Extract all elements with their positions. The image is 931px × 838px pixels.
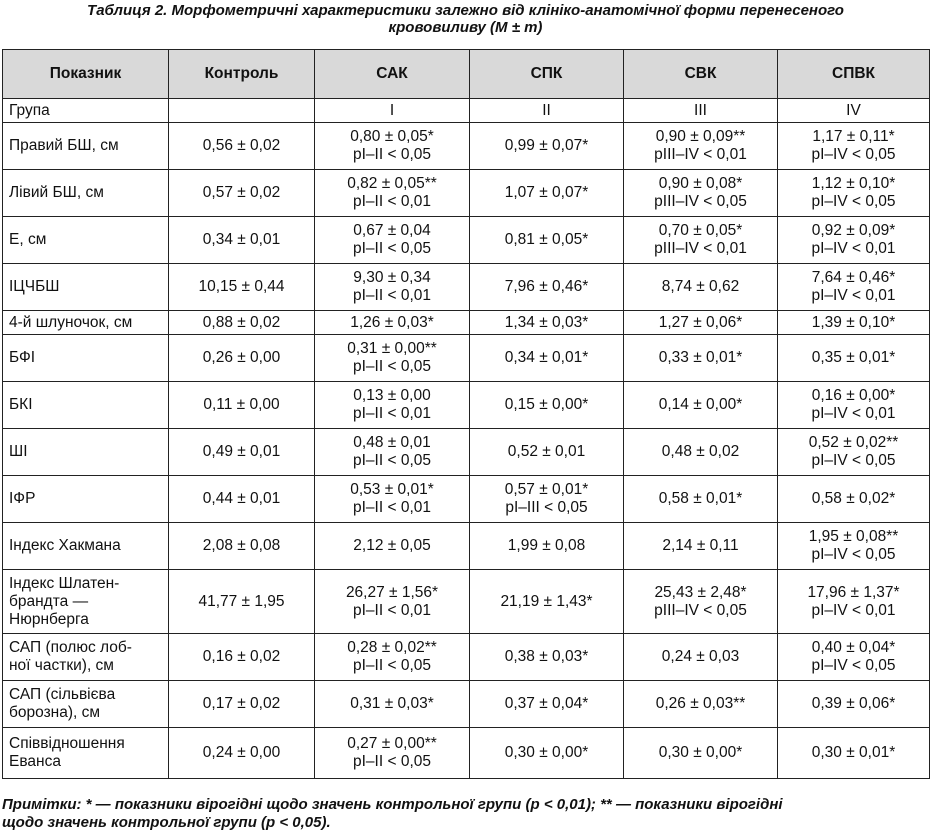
cell-line: 0,24 ± 0,03: [661, 648, 740, 665]
cell-line: 0,26 ± 0,00: [202, 349, 281, 366]
table-row: [3, 170, 930, 217]
table-caption: [0, 2, 931, 36]
cell-line: 2,14 ± 0,11: [662, 537, 739, 554]
row-label: [3, 728, 169, 779]
cell-line: 7,96 ± 0,46*: [504, 278, 589, 295]
cell-line: 0,35 ± 0,01*: [811, 349, 896, 366]
cell-svk: [624, 429, 778, 476]
row-label-line: Еванса: [9, 753, 61, 770]
cell-svk: [624, 264, 778, 311]
row-label-line: ІФР: [9, 490, 36, 507]
cell-sak: [315, 264, 470, 311]
row-label-line: борозна), см: [9, 704, 101, 721]
table-row: [3, 123, 930, 170]
table-row: [3, 264, 930, 311]
cell-line: pI–II < 0,05: [353, 657, 431, 674]
table-row: [3, 429, 930, 476]
cell-line: 0,28 ± 0,02**: [347, 639, 437, 656]
cell-control: [169, 311, 315, 335]
cell-line: 0,39 ± 0,06*: [811, 695, 896, 712]
cell-control: [169, 382, 315, 429]
cell-line: 0,30 ± 0,01*: [811, 744, 896, 761]
cell-svk: [624, 570, 778, 634]
cell-svk: [624, 634, 778, 681]
row-label: [3, 570, 169, 634]
header-spk: СПК: [470, 50, 624, 99]
cell-line: pI–II < 0,01: [353, 405, 431, 422]
cell-line: 0,53 ± 0,01*: [350, 481, 434, 498]
cell-spvk: [778, 429, 930, 476]
cell-spk: [470, 123, 624, 170]
cell-line: 2,12 ± 0,05: [353, 537, 431, 554]
caption-line-2: крововиливу (M ± m): [388, 19, 543, 36]
cell-line: 0,70 ± 0,05*: [658, 222, 743, 239]
cell-sak: [315, 728, 470, 779]
cell-line: 0,48 ± 0,02: [661, 443, 740, 460]
cell-spk: [470, 217, 624, 264]
cell-spk: [470, 99, 624, 123]
cell-line: 1,17 ± 0,11*: [812, 128, 895, 145]
cell-line: 1,07 ± 0,07*: [504, 184, 589, 201]
cell-sak: [315, 170, 470, 217]
cell-line: 0,92 ± 0,09*: [811, 222, 896, 239]
row-label-line: ШІ: [9, 443, 28, 460]
cell-line: pI–II < 0,01: [353, 287, 431, 304]
row-label-line: САП (сільвієва: [9, 686, 116, 703]
cell-spk: [470, 311, 624, 335]
cell-control: [169, 429, 315, 476]
cell-spvk: [778, 728, 930, 779]
cell-svk: [624, 523, 778, 570]
row-label: [3, 123, 169, 170]
cell-line: 0,57 ± 0,01*: [504, 481, 589, 498]
cell-svk: [624, 123, 778, 170]
cell-line: 0,67 ± 0,04: [353, 222, 431, 239]
cell-spk: [470, 264, 624, 311]
cell-line: 0,31 ± 0,03*: [350, 695, 434, 712]
cell-line: 0,16 ± 0,00*: [811, 387, 896, 404]
cell-line: pIII–IV < 0,01: [654, 146, 747, 163]
cell-line: 10,15 ± 0,44: [198, 278, 285, 295]
cell-line: 0,31 ± 0,00**: [347, 340, 437, 357]
cell-line: 0,44 ± 0,01: [202, 490, 281, 507]
cell-line: 0,48 ± 0,01: [353, 434, 431, 451]
cell-line: 0,15 ± 0,00*: [504, 396, 589, 413]
cell-line: 17,96 ± 1,37*: [807, 583, 900, 601]
cell-spvk: [778, 311, 930, 335]
cell-line: 1,34 ± 0,03*: [504, 313, 589, 331]
cell-line: 0,58 ± 0,01*: [658, 490, 743, 507]
cell-sak: [315, 634, 470, 681]
cell-line: pI–IV < 0,01: [811, 287, 896, 304]
header-indicator: Показник: [3, 50, 169, 99]
cell-spvk: [778, 681, 930, 728]
row-label: [3, 170, 169, 217]
cell-line: 0,58 ± 0,02*: [811, 490, 896, 507]
cell-control: [169, 681, 315, 728]
cell-control: [169, 335, 315, 382]
row-label-line: БКІ: [9, 396, 33, 413]
cell-line: 0,34 ± 0,01*: [504, 349, 589, 366]
cell-sak: [315, 523, 470, 570]
cell-control: [169, 476, 315, 523]
header-control: Контроль: [169, 50, 315, 99]
cell-line: II: [542, 101, 551, 119]
cell-line: pI–IV < 0,01: [811, 240, 896, 257]
cell-svk: [624, 99, 778, 123]
cell-spk: [470, 335, 624, 382]
table-row: [3, 476, 930, 523]
cell-spvk: [778, 634, 930, 681]
cell-spvk: [778, 523, 930, 570]
cell-line: I: [389, 101, 395, 119]
table-row: [3, 99, 930, 123]
cell-line: pI–IV < 0,05: [811, 146, 896, 163]
cell-svk: [624, 311, 778, 335]
cell-line: 0,80 ± 0,05*: [350, 128, 434, 145]
cell-line: pI–IV < 0,01: [811, 405, 896, 422]
table-body: [3, 99, 930, 779]
table-row: [3, 570, 930, 634]
cell-line: 0,40 ± 0,04*: [811, 639, 896, 656]
cell-line: 9,30 ± 0,34: [353, 269, 431, 286]
cell-line: 0,90 ± 0,09**: [655, 128, 746, 145]
cell-line: 1,12 ± 0,10*: [811, 175, 896, 192]
row-label-line: ІЦЧБШ: [9, 278, 60, 295]
cell-line: pI–IV < 0,05: [811, 657, 896, 674]
cell-line: 1,26 ± 0,03*: [350, 313, 434, 331]
cell-control: [169, 728, 315, 779]
cell-line: 0,33 ± 0,01*: [658, 349, 743, 366]
cell-spk: [470, 382, 624, 429]
cell-line: 0,11 ± 0,00: [203, 396, 280, 413]
cell-line: pI–II < 0,05: [353, 146, 431, 163]
cell-svk: [624, 217, 778, 264]
cell-line: 0,34 ± 0,01: [202, 231, 281, 248]
notes-line-1: Примітки: * — показники вірогідні щодо значень контрольної групи (p < 0,01); ** — показники вірогідні: [2, 796, 783, 813]
cell-spk: [470, 476, 624, 523]
row-label-line: ної частки), см: [9, 657, 114, 674]
cell-line: pI–II < 0,05: [353, 753, 431, 770]
cell-svk: [624, 681, 778, 728]
cell-svk: [624, 728, 778, 779]
cell-line: 8,74 ± 0,62: [661, 278, 740, 295]
row-label-line: Група: [9, 101, 50, 119]
row-label-line: Індекс Хакмана: [9, 537, 121, 554]
cell-line: 2,08 ± 0,08: [202, 537, 281, 554]
cell-spvk: [778, 99, 930, 123]
cell-control: [169, 123, 315, 170]
cell-line: 1,99 ± 0,08: [507, 537, 586, 554]
cell-line: 26,27 ± 1,56*: [345, 583, 439, 601]
cell-sak: [315, 217, 470, 264]
cell-line: 0,26 ± 0,03**: [655, 695, 746, 712]
table-row: [3, 523, 930, 570]
cell-line: pI–II < 0,01: [353, 601, 431, 619]
cell-line: pI–IV < 0,01: [811, 601, 896, 619]
cell-line: 0,37 ± 0,04*: [504, 695, 589, 712]
cell-line: 0,56 ± 0,02: [202, 137, 281, 154]
notes-line-2: щодо значень контрольної групи (p < 0,05).: [2, 814, 331, 831]
row-label-line: 4-й шлуночок, см: [9, 313, 133, 331]
cell-line: 0,99 ± 0,07*: [504, 137, 589, 154]
cell-control: [169, 170, 315, 217]
table-row: [3, 728, 930, 779]
cell-line: 0,17 ± 0,02: [202, 695, 281, 712]
row-label: [3, 311, 169, 335]
row-label: [3, 523, 169, 570]
cell-sak: [315, 570, 470, 634]
cell-line: 0,57 ± 0,02: [202, 184, 281, 201]
cell-svk: [624, 382, 778, 429]
row-label: [3, 217, 169, 264]
row-label-line: Лівий БШ, см: [9, 184, 104, 201]
row-label-line: Нюрнберга: [9, 610, 89, 628]
row-label-line: брандта —: [9, 592, 89, 610]
header-sak: САК: [315, 50, 470, 99]
row-label: [3, 681, 169, 728]
row-label: [3, 382, 169, 429]
cell-line: 1,95 ± 0,08**: [808, 528, 899, 545]
cell-line: 0,27 ± 0,00**: [347, 735, 437, 752]
cell-spk: [470, 570, 624, 634]
cell-sak: [315, 429, 470, 476]
cell-line: 41,77 ± 1,95: [198, 592, 285, 610]
cell-spvk: [778, 123, 930, 170]
cell-spvk: [778, 570, 930, 634]
caption-line-1: Таблиця 2. Морфометричні характеристики залежно від клініко-анатомічної форми перенесеного: [87, 2, 844, 19]
cell-line: 0,52 ± 0,02**: [808, 434, 899, 451]
cell-spvk: [778, 335, 930, 382]
cell-sak: [315, 123, 470, 170]
table-row: [3, 217, 930, 264]
cell-line: 0,14 ± 0,00*: [658, 396, 743, 413]
cell-svk: [624, 335, 778, 382]
cell-line: 1,27 ± 0,06*: [658, 313, 743, 331]
row-label: [3, 634, 169, 681]
cell-spk: [470, 429, 624, 476]
cell-svk: [624, 476, 778, 523]
cell-line: 0,24 ± 0,00: [202, 744, 281, 761]
cell-control: [169, 264, 315, 311]
cell-line: 21,19 ± 1,43*: [500, 592, 593, 610]
row-label-line: Співвідношення: [9, 735, 125, 752]
table-row: [3, 634, 930, 681]
cell-line: pI–II < 0,01: [353, 499, 431, 516]
cell-line: 7,64 ± 0,46*: [811, 269, 896, 286]
cell-control: [169, 634, 315, 681]
cell-line: 0,82 ± 0,05**: [347, 175, 437, 192]
cell-line: IV: [846, 101, 861, 119]
cell-line: 0,30 ± 0,00*: [504, 744, 589, 761]
cell-line: pIII–IV < 0,05: [654, 193, 747, 210]
cell-sak: [315, 681, 470, 728]
cell-control: [169, 217, 315, 264]
row-label: [3, 429, 169, 476]
cell-line: 0,81 ± 0,05*: [504, 231, 589, 248]
table-row: [3, 335, 930, 382]
cell-line: pI–II < 0,05: [353, 358, 431, 375]
table-row: [3, 311, 930, 335]
cell-line: 0,38 ± 0,03*: [504, 648, 589, 665]
cell-spk: [470, 523, 624, 570]
row-label: [3, 264, 169, 311]
cell-spvk: [778, 476, 930, 523]
cell-spk: [470, 634, 624, 681]
cell-line: pI–IV < 0,05: [811, 546, 896, 563]
morphometry-table: [2, 49, 930, 779]
header-row: [3, 50, 930, 99]
cell-line: 0,90 ± 0,08*: [658, 175, 743, 192]
row-label-line: Е, см: [9, 231, 47, 248]
cell-line: pI–II < 0,01: [353, 193, 431, 210]
cell-line: pI–II < 0,05: [353, 452, 431, 469]
cell-sak: [315, 311, 470, 335]
row-label-line: БФІ: [9, 349, 36, 366]
cell-line: 0,88 ± 0,02: [202, 313, 281, 331]
row-label-line: Індекс Шлатен-: [9, 574, 120, 592]
cell-line: pIII–IV < 0,01: [654, 240, 747, 257]
cell-spvk: [778, 264, 930, 311]
cell-line: pIII–IV < 0,05: [654, 601, 747, 619]
cell-control: [169, 570, 315, 634]
cell-sak: [315, 382, 470, 429]
row-label-line: Правий БШ, см: [9, 137, 119, 154]
header-svk: СВК: [624, 50, 778, 99]
cell-sak: [315, 335, 470, 382]
row-label-line: САП (полюс лоб-: [9, 639, 132, 656]
cell-spk: [470, 170, 624, 217]
cell-line: 25,43 ± 2,48*: [654, 583, 747, 601]
row-label: [3, 476, 169, 523]
cell-spvk: [778, 217, 930, 264]
cell-sak: [315, 99, 470, 123]
cell-spk: [470, 681, 624, 728]
cell-line: pI–IV < 0,05: [811, 452, 896, 469]
cell-line: III: [694, 101, 707, 119]
cell-control: [169, 523, 315, 570]
cell-line: 0,49 ± 0,01: [202, 443, 281, 460]
cell-line: pI–II < 0,05: [353, 240, 431, 257]
cell-line: 0,30 ± 0,00*: [658, 744, 743, 761]
cell-line: pI–III < 0,05: [505, 499, 588, 516]
cell-spvk: [778, 170, 930, 217]
table-notes: [2, 796, 929, 832]
cell-spvk: [778, 382, 930, 429]
cell-control: [169, 99, 315, 123]
cell-line: 0,13 ± 0,00: [353, 387, 431, 404]
cell-line: pI–IV < 0,05: [811, 193, 896, 210]
row-label: [3, 335, 169, 382]
cell-line: 1,39 ± 0,10*: [811, 313, 896, 331]
table-row: [3, 681, 930, 728]
cell-line: 0,16 ± 0,02: [202, 648, 281, 665]
row-label: [3, 99, 169, 123]
cell-line: 0,52 ± 0,01: [507, 443, 586, 460]
cell-spk: [470, 728, 624, 779]
cell-svk: [624, 170, 778, 217]
header-spvk: СПВК: [778, 50, 930, 99]
cell-sak: [315, 476, 470, 523]
table-row: [3, 382, 930, 429]
